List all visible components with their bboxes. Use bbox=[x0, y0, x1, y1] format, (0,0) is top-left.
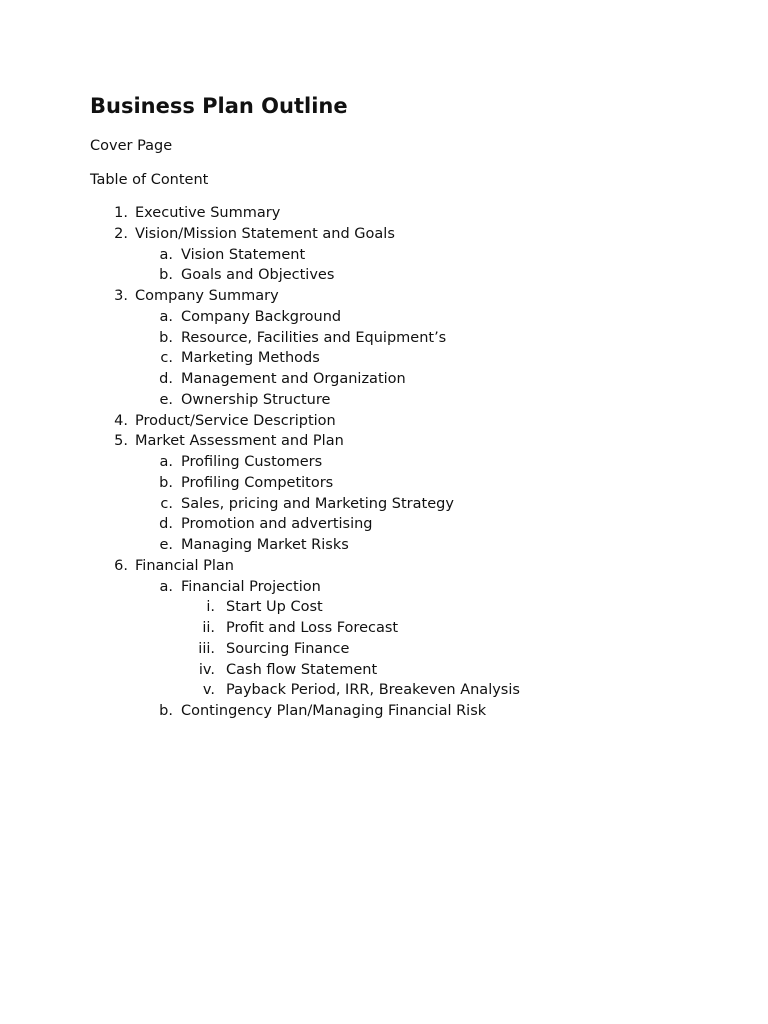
outline-item-marker: 3. bbox=[114, 288, 128, 304]
outline-item-level-2 bbox=[0, 473, 768, 494]
outline-item-marker: d. bbox=[159, 516, 173, 533]
outline-item-text: Start Up Cost bbox=[226, 599, 323, 616]
outline-item-marker: b. bbox=[159, 474, 173, 491]
outline-item-marker: a. bbox=[159, 308, 173, 325]
outline-item-marker: a. bbox=[159, 454, 173, 470]
outline-list bbox=[0, 203, 768, 722]
outline-item-text: Financial Plan bbox=[135, 557, 234, 574]
outline-item-marker: iv. bbox=[198, 661, 215, 678]
outline-item-marker: b. bbox=[159, 267, 173, 284]
outline-item-marker: a. bbox=[159, 246, 173, 263]
outline-item-text: Contingency Plan/Managing Financial Risk bbox=[181, 703, 487, 719]
outline-item-text: Ownership Structure bbox=[181, 391, 331, 408]
outline-item-level-2 bbox=[0, 390, 768, 411]
outline-item-text: Profiling Competitors bbox=[181, 474, 334, 491]
outline-item-level-3 bbox=[0, 639, 768, 660]
outline-item-text: Executive Summary bbox=[135, 205, 281, 221]
outline-item-text: Financial Projection bbox=[181, 578, 321, 595]
cover-page-heading: Cover Page bbox=[90, 138, 173, 154]
outline-item-marker: d. bbox=[159, 371, 173, 387]
outline-item-marker: ii. bbox=[202, 620, 215, 636]
outline-item-text: Resource, Facilities and Equipment’s bbox=[181, 329, 447, 346]
outline-item-level-2 bbox=[0, 348, 768, 369]
outline-item-level-3 bbox=[0, 618, 768, 639]
outline-item-level-1 bbox=[0, 203, 768, 224]
outline-item-level-1 bbox=[0, 224, 768, 245]
outline-item-text: Vision/Mission Statement and Goals bbox=[135, 225, 395, 242]
outline-item-marker: v. bbox=[202, 682, 215, 699]
outline-item-level-2 bbox=[0, 265, 768, 286]
outline-item-level-2 bbox=[0, 701, 768, 722]
outline-item-level-3 bbox=[0, 597, 768, 618]
outline-item-level-3 bbox=[0, 660, 768, 681]
outline-item-text: Market Assessment and Plan bbox=[135, 433, 344, 450]
outline-item-level-2 bbox=[0, 452, 768, 473]
outline-item-level-2 bbox=[0, 577, 768, 598]
outline-item-level-2 bbox=[0, 245, 768, 266]
outline-item-text: Payback Period, IRR, Breakeven Analysis bbox=[226, 682, 520, 699]
outline-item-text: Profit and Loss Forecast bbox=[226, 620, 399, 636]
outline-item-marker: 6. bbox=[114, 557, 128, 574]
outline-item-text: Company Summary bbox=[135, 288, 279, 304]
outline-item-level-1 bbox=[0, 431, 768, 452]
outline-item-marker: c. bbox=[160, 495, 173, 512]
outline-item-text: Cash flow Statement bbox=[226, 661, 378, 678]
outline-item-marker: b. bbox=[159, 329, 173, 346]
outline-item-text: Promotion and advertising bbox=[181, 516, 373, 533]
outline-item-marker: e. bbox=[159, 537, 173, 553]
outline-item-level-1 bbox=[0, 556, 768, 577]
outline-item-level-2 bbox=[0, 514, 768, 535]
outline-item-text: Sourcing Finance bbox=[226, 640, 350, 657]
outline-item-text: Marketing Methods bbox=[181, 350, 320, 367]
outline-item-marker: e. bbox=[159, 391, 173, 408]
outline-item-level-2 bbox=[0, 494, 768, 515]
outline-item-marker: iii. bbox=[198, 640, 215, 657]
outline-item-level-1 bbox=[0, 286, 768, 307]
outline-item-text: Company Background bbox=[181, 308, 342, 325]
outline-item-level-2 bbox=[0, 307, 768, 328]
outline-item-marker: a. bbox=[159, 578, 173, 595]
outline-item-marker: 5. bbox=[114, 433, 128, 450]
outline-item-marker: 4. bbox=[114, 412, 128, 429]
outline-item-marker: i. bbox=[206, 599, 215, 616]
outline-item-marker: 1. bbox=[114, 205, 128, 221]
outline-item-text: Managing Market Risks bbox=[181, 537, 349, 553]
outline-item-level-3 bbox=[0, 680, 768, 701]
outline-item-level-2 bbox=[0, 535, 768, 556]
outline-item-marker: b. bbox=[159, 703, 173, 719]
outline-item-text: Management and Organization bbox=[181, 371, 406, 387]
document-title: Business Plan Outline bbox=[90, 94, 348, 118]
outline-item-text: Vision Statement bbox=[181, 246, 306, 263]
outline-item-level-2 bbox=[0, 369, 768, 390]
outline-item-level-2 bbox=[0, 328, 768, 349]
outline-item-text: Goals and Objectives bbox=[181, 267, 335, 284]
outline-item-marker: 2. bbox=[114, 225, 128, 242]
outline-item-text: Product/Service Description bbox=[135, 412, 336, 429]
outline-item-text: Sales, pricing and Marketing Strategy bbox=[181, 495, 454, 512]
outline-item-level-1 bbox=[0, 411, 768, 432]
table-of-content-heading: Table of Content bbox=[90, 172, 209, 188]
outline-item-text: Profiling Customers bbox=[181, 454, 323, 470]
outline-item-marker: c. bbox=[160, 350, 173, 367]
